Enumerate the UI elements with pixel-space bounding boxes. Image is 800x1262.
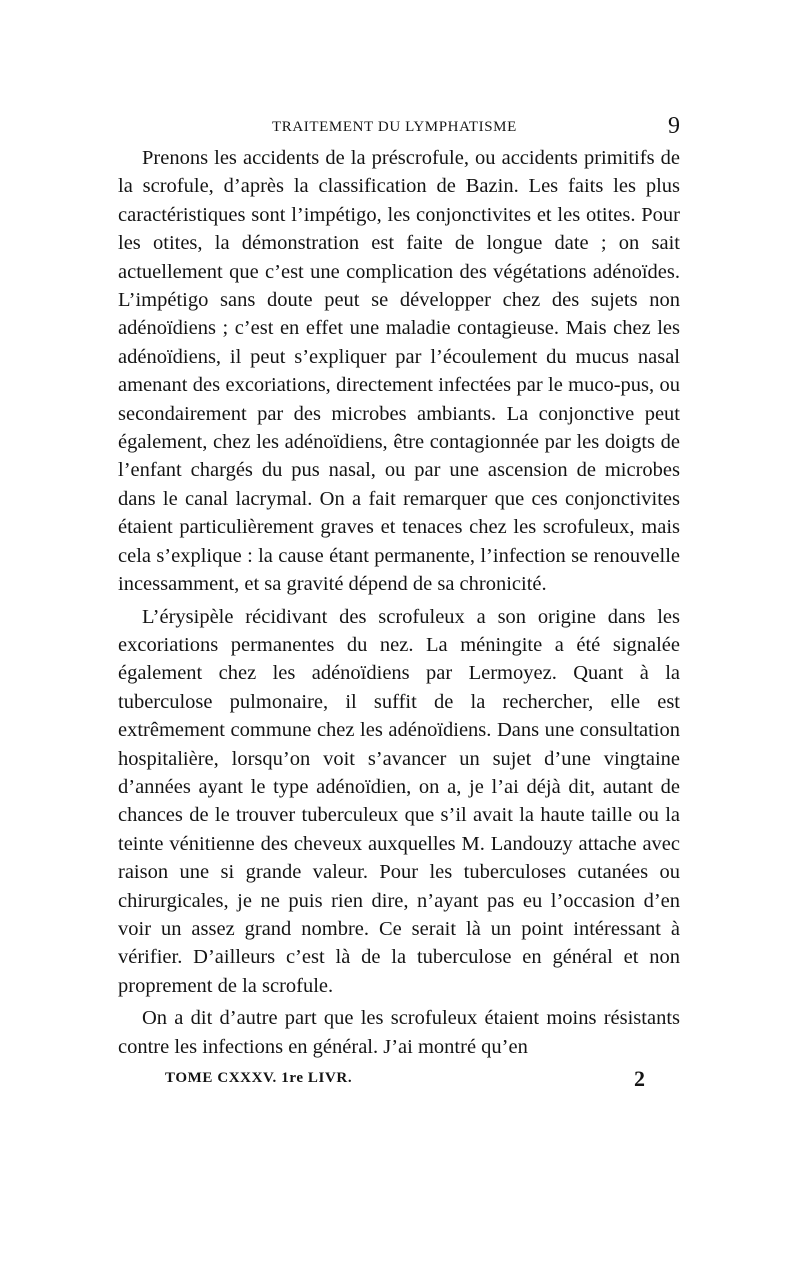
page-number: 9 [668,113,680,139]
sheet-number: 2 [634,1066,645,1091]
body-text [118,144,680,1061]
volume-signature: TOME CXXXV. 1re LIVR. [165,1070,353,1086]
running-title: TRAITEMENT DU LYMPHATISME [272,119,517,135]
paragraph-1: Prenons les accidents de la préscrofule, ou accidents primitifs de la scrofule, d’après la classification de Bazin. Les faits les plus caractéristiques sont l’impétigo, les conjonctivites et les otites. Pour les otites, la démonstration est faite de longue date ; on sait actuellement que c’est une complication des végétations adénoïdes. L’impétigo sans doute peut se développer chez des sujets non adénoïdiens ; c’est en effet une maladie contagieuse. Mais chez les adénoïdiens, il peut s’expliquer par l’écoulement du mucus nasal amenant des excoriations, directement infectées par le muco-pus, ou secondairement par des microbes ambiants. La conjonctive peut également, chez les adénoïdiens, être contagionnée par les doigts de l’enfant chargés du pus nasal, ou par une ascension de microbes dans le canal lacrymal. On a fait remarquer que ces conjonctivites étaient particulièrement graves et tenaces chez les scrofuleux, mais cela s’explique : la cause étant permanente, l’infection se renouvelle incessamment, et sa gravité dépend de sa chronicité. [118,147,680,596]
paragraph-2: L’érysipèle récidivant des scrofuleux a son origine dans les excoriations permanentes du nez. La méningite a été signalée également chez les adénoïdiens par Lermoyez. Quant à la tuberculose pulmonaire, il suffit de la rechercher, elle est extrêmement commune chez les adénoïdiens. Dans une consultation hospitalière, lorsqu’on voit s’avancer un sujet d’une vingtaine d’années ayant le type adénoïdien, on a, je l’ai déjà dit, autant de chances de le trouver tuberculeux que s’il avait la haute taille ou la teinte vénitienne des cheveux auxquelles M. Landouzy attache avec raison une si grande valeur. Pour les tuberculoses cutanées ou chirurgicales, je ne puis rien dire, n’ayant pas eu l’occasion d’en voir un assez grand nombre. Ce serait là un point intéressant à vérifier. D’ailleurs c’est là de la tuberculose en général et non proprement de la scrofule. [118,605,680,997]
page-header [120,113,682,141]
printer-signature [165,1066,645,1096]
paragraph-3: On a dit d’autre part que les scrofuleux étaient moins résistants contre les infections en général. J’ai montré qu’en [118,1007,680,1058]
